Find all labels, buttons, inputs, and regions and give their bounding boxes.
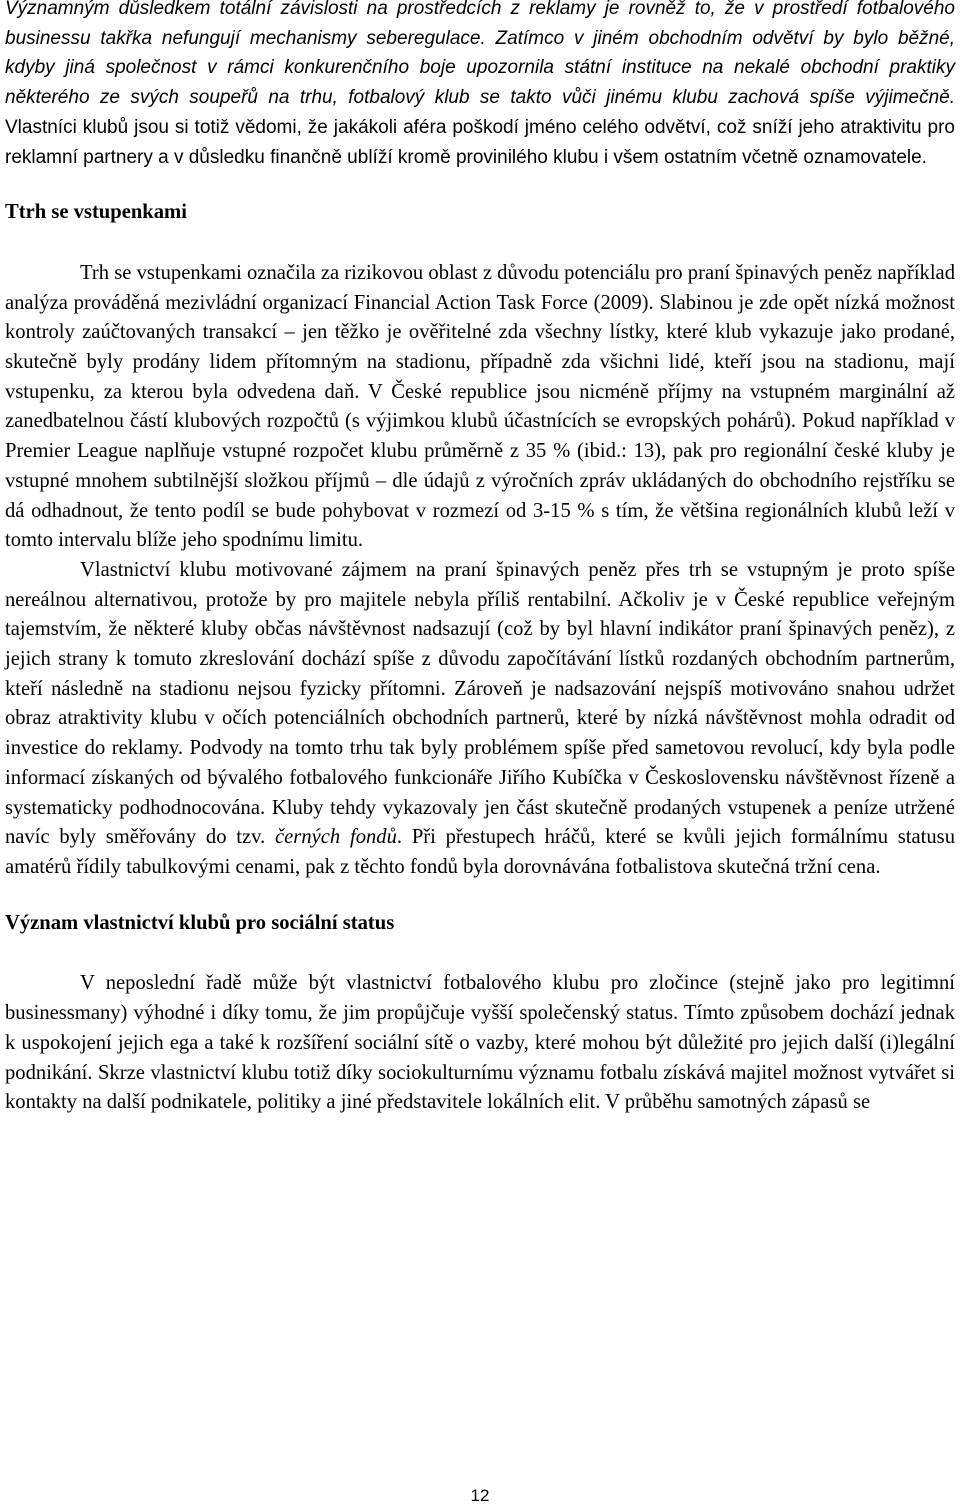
page-number: 12 <box>470 1486 490 1505</box>
paragraph-italic-segment: Významným důsledkem totální závislosti na prostředcích z reklamy je rovněž to, že v prostředí fotbalového businessu takřka nefungují mechanismy seberegulace. Zatímco v jiném obchodním odvětví by bylo běžné, kdyby jiná společnost v rámci konkurenčního boje upozornila státní instituce na nekalé obchodní praktiky některého ze svých soupeřů na trhu, fotbalový klub se takto vůči jinému klubu zachová spíše výjimečně. <box>5 0 955 109</box>
document-page <box>5 0 955 1118</box>
section-heading-social-status: Význam vlastnictví klubů pro sociální status <box>5 911 395 934</box>
emphasis-black-funds: černých fondů <box>275 826 397 849</box>
paragraph-text-segment: Vlastnictví klubu motivované zájmem na praní špinavých peněz přes trh se vstupným je proto spíše nereálnou alternativou, protože by pro majitele nebyla příliš rentabilní. Ačkoliv je v České republice veřejným tajemstvím, že některé kluby občas návštěvnost nadsazují (což by byl hlavní indikátor praní špinavých peněz), z jejich strany k tomuto zkreslování dochází spíše z důvodu započítávání lístků rozdaných obchodním partnerům, kteří následně na stadionu nejsou fyzicky přítomni. Zároveň je nadsazování nejspíš motivováno snahou udržet obraz atraktivity klubu v očích potenciálních obchodních partnerů, které by nízká návštěvnost mohla odradit od investice do reklamy. Podvody na tomto trhu tak byly problémem spíše před sametovou revolucí, kdy byla podle informací získaných od bývalého fotbalového funkcionáře Jiřího Kubíčka v Československu návštěvnost řízeně a systematicky podhodnocována. Kluby tehdy vykazovaly jen část skutečně prodaných vstupenek a peníze utržené navíc byly směřovány do tzv. <box>5 558 955 849</box>
paragraph-plain-segment: Vlastníci klubů jsou si totiž vědomi, že jakákoli aféra poškodí jméno celého odvětví, což sníží jeho atraktivitu pro reklamní partnery a v důsledku finančně ublíží kromě provinilého klubu i všem ostatním včetně oznamovatele. <box>5 116 955 168</box>
paragraph-ownership-motivation <box>5 556 955 883</box>
paragraph-advertising-dependence <box>5 0 955 172</box>
paragraph-text-segment-end: . Při přestupech hráčů, které se kvůli jejich formálnímu statusu amatérů řídily tabulkovými cenami, pak z těchto fondů byla dorovnávána fotbalistova skutečná tržní cena. <box>5 826 955 878</box>
paragraph-social-status: V neposlední řadě může být vlastnictví fotbalového klubu pro zločince (stejně jako pro legitimní businessmany) výhodné i díky tomu, že jim propůjčuje vyšší společenský status. Tímto způsobem dochází jednak k uspokojení jejich ega a také k rozšíření sociální sítě o vazby, které mohou být důležité pro jejich další (i)legální podnikání. Skrze vlastnictví klubu totiž díky sociokulturnímu významu fotbalu získává majitel možnost vytvářet si kontakty na další podnikatele, politiky a jiné představitele lokálních elit. V průběhu samotných zápasů se <box>5 972 955 1114</box>
paragraph-ticket-market: Trh se vstupenkami označila za rizikovou oblast z důvodu potenciálu pro praní špinavých peněz například analýza prováděná mezivládní organizací Financial Action Task Force (2009). Slabinou je zde opět nízká možnost kontroly zaúčtovaných transakcí – jen těžko je ověřitelné zda všechny lístky, které klub vykazuje jako prodané, skutečně byly prodány lidem přítomným na stadionu, případně zda všichni lidé, kteří jsou na stadionu, mají vstupenku, za kterou byla odvedena daň. V České republice jsou nicméně příjmy na vstupném marginální až zanedbatelnou částí klubových rozpočtů (s výjimkou klubů účastnících se evropských pohárů). Pokud například v Premier League naplňuje vstupné rozpočet klubu průměrně z 35 % (ibid.: 13), pak pro regionální české kluby je vstupné mnohem subtilnější složkou příjmů – dle údajů z výročních zpráv ukládaných do obchodního rejstříku se dá odhadnout, že tento podíl se bude pohybovat v rozmezí od 3-15 % s tím, že většina regionálních klubů leží v tomto intervalu blíže jeho spodnímu limitu. <box>5 261 955 552</box>
section-heading-tickets: Ttrh se vstupenkami <box>5 201 187 224</box>
